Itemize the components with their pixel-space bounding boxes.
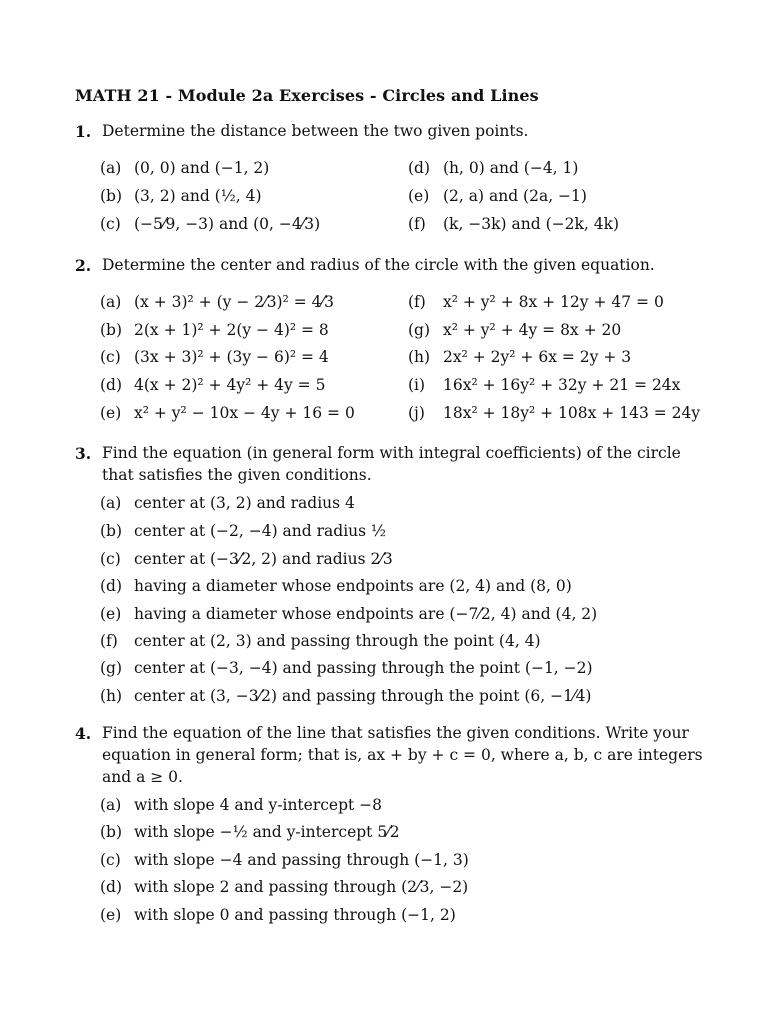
item-label: (d) [100, 878, 123, 896]
item-label: (e) [100, 906, 122, 924]
item-text: (3, 2) and (½, 4) [134, 187, 262, 205]
item-label: (a) [100, 494, 122, 512]
list-item [100, 548, 393, 570]
item-label: (f) [408, 293, 426, 311]
item-label: (b) [100, 823, 123, 841]
item-text: (k, −3k) and (−2k, 4k) [443, 215, 620, 233]
item-label: (b) [100, 522, 123, 540]
list-item [408, 346, 631, 368]
item-label: (i) [408, 376, 426, 394]
item-text: x² + y² − 10x − 4y + 16 = 0 [134, 404, 355, 422]
list-item [100, 657, 593, 679]
list-item [100, 185, 262, 207]
item-text: with slope 4 and y-intercept −8 [134, 796, 383, 814]
item-label: (f) [100, 632, 118, 650]
item-text: (0, 0) and (−1, 2) [134, 159, 270, 177]
list-item [100, 603, 597, 625]
list-item [100, 575, 572, 597]
list-item [100, 213, 320, 235]
item-label: (e) [100, 404, 122, 422]
item-text: x² + y² + 4y = 8x + 20 [443, 321, 622, 339]
item-label: (d) [100, 376, 123, 394]
item-text: x² + y² + 8x + 12y + 47 = 0 [443, 293, 664, 311]
list-item [100, 821, 400, 843]
item-label: (b) [100, 187, 123, 205]
question-number: 2. [75, 256, 92, 275]
item-label: (d) [408, 159, 431, 177]
question-text: Determine the distance between the two given points. [102, 122, 529, 140]
list-item [100, 630, 541, 652]
list-item [100, 904, 456, 926]
item-label: (a) [100, 293, 122, 311]
item-text: having a diameter whose endpoints are (2, 4) and (8, 0) [134, 577, 572, 595]
item-text: center at (2, 3) and passing through the point (4, 4) [134, 632, 541, 650]
question-text: Find the equation (in general form with integral coefficients) of the circle that satisfies the given conditions. [102, 444, 681, 484]
item-text: with slope −4 and passing through (−1, 3) [134, 851, 469, 869]
item-text: 2(x + 1)² + 2(y − 4)² = 8 [134, 321, 329, 339]
list-item [100, 794, 382, 816]
item-label: (h) [100, 687, 123, 705]
question-number: 3. [75, 444, 92, 463]
list-item [100, 157, 269, 179]
list-item [100, 849, 469, 871]
item-text: (−5⁄9, −3) and (0, −4⁄3) [134, 215, 321, 233]
item-text: having a diameter whose endpoints are (−7⁄2, 4) and (4, 2) [134, 605, 598, 623]
item-label: (d) [100, 577, 123, 595]
list-item [100, 374, 325, 396]
item-label: (e) [408, 187, 430, 205]
item-text: with slope 2 and passing through (2⁄3, −2) [134, 878, 469, 896]
item-text: with slope −½ and y-intercept 5⁄2 [134, 823, 400, 841]
list-item [408, 374, 680, 396]
list-item [100, 492, 355, 514]
item-label: (h) [408, 348, 431, 366]
item-label: (b) [100, 321, 123, 339]
item-text: (h, 0) and (−4, 1) [443, 159, 579, 177]
list-item [100, 319, 329, 341]
list-item [100, 346, 329, 368]
question-number: 4. [75, 724, 92, 743]
item-label: (e) [100, 605, 122, 623]
item-label: (a) [100, 796, 122, 814]
item-label: (c) [100, 215, 121, 233]
item-label: (c) [100, 851, 121, 869]
item-label: (a) [100, 159, 122, 177]
item-text: 18x² + 18y² + 108x + 143 = 24y [443, 404, 701, 422]
question-text: Find the equation of the line that satisfies the given conditions. Write your equation in general form; that is, ax + by + c = 0, where a, b, c are integers and a ≥ 0. [102, 724, 703, 786]
list-item [100, 876, 468, 898]
list-item [408, 291, 664, 313]
item-text: center at (−3⁄2, 2) and radius 2⁄3 [134, 550, 393, 568]
item-text: with slope 0 and passing through (−1, 2) [134, 906, 456, 924]
item-label: (c) [100, 348, 121, 366]
list-item [100, 520, 386, 542]
item-text: center at (3, −3⁄2) and passing through the point (6, −1⁄4) [134, 687, 592, 705]
page-title: MATH 21 - Module 2a Exercises - Circles and Lines [75, 86, 539, 105]
item-text: center at (−2, −4) and radius ½ [134, 522, 387, 540]
list-item [408, 157, 578, 179]
item-text: center at (−3, −4) and passing through the point (−1, −2) [134, 659, 593, 677]
item-text: (3x + 3)² + (3y − 6)² = 4 [134, 348, 329, 366]
item-text: 4(x + 2)² + 4y² + 4y = 5 [134, 376, 326, 394]
item-label: (g) [100, 659, 123, 677]
item-text: 2x² + 2y² + 6x = 2y + 3 [443, 348, 632, 366]
item-text: 16x² + 16y² + 32y + 21 = 24x [443, 376, 681, 394]
question-number: 1. [75, 122, 92, 141]
item-label: (f) [408, 215, 426, 233]
list-item [408, 185, 587, 207]
item-text: (x + 3)² + (y − 2⁄3)² = 4⁄3 [134, 293, 334, 311]
item-text: center at (3, 2) and radius 4 [134, 494, 355, 512]
list-item [408, 402, 700, 424]
item-label: (g) [408, 321, 431, 339]
list-item [100, 685, 591, 707]
list-item [100, 291, 334, 313]
list-item [408, 319, 621, 341]
question-text: Determine the center and radius of the circle with the given equation. [102, 256, 655, 274]
item-label: (c) [100, 550, 121, 568]
list-item [408, 213, 619, 235]
item-text: (2, a) and (2a, −1) [443, 187, 587, 205]
item-label: (j) [408, 404, 425, 422]
list-item [100, 402, 355, 424]
